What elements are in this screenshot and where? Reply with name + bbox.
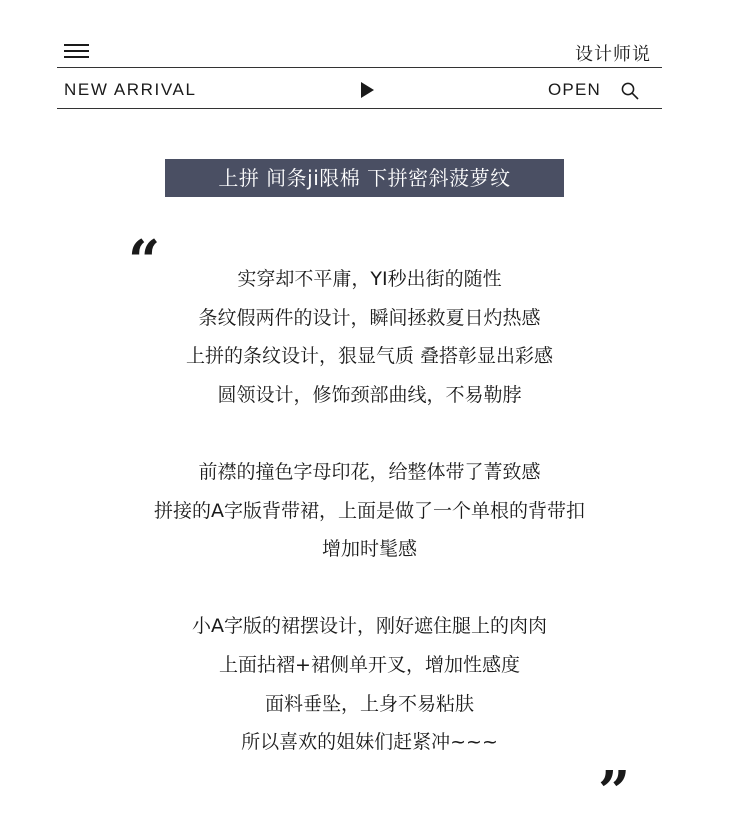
menu-bar bbox=[64, 50, 89, 52]
close-quote-icon: ” bbox=[598, 759, 631, 825]
paragraph-line: 圆领设计，修饰颈部曲线，不易勒脖 bbox=[217, 383, 522, 406]
paragraph-line: 小A字版的裙摆设计，刚好遮住腿上的肉肉 bbox=[192, 615, 547, 638]
menu-bar bbox=[64, 44, 89, 46]
paragraph-line: 所以喜欢的姐妹们赶紧冲~~~ bbox=[241, 731, 498, 754]
menu-bar bbox=[64, 56, 89, 58]
open-link[interactable]: OPEN bbox=[548, 80, 601, 99]
paragraph-line: 前襟的撞色字母印花，给整体带了菁致感 bbox=[198, 460, 541, 483]
paragraph-line: 上拼的条纹设计，狠显气质 叠搭彰显出彩感 bbox=[185, 345, 554, 368]
paragraph-line: 拼接的A字版背带裙，上面是做了一个单根的背带扣 bbox=[154, 499, 585, 522]
description-text bbox=[57, 260, 682, 762]
product-banner: 上拼 间条ji限棉 下拼密斜菠萝纹 bbox=[165, 159, 564, 197]
paragraph-line: 条纹假两件的设计，瞬间拯救夏日灼热感 bbox=[198, 306, 541, 329]
play-icon[interactable] bbox=[361, 82, 374, 98]
menu-icon[interactable] bbox=[64, 44, 89, 58]
open-quote-icon: “ bbox=[128, 228, 161, 294]
paragraph-line: 实穿却不平庸，YI秒出街的随性 bbox=[237, 268, 502, 290]
paragraph-line: 面料垂坠，上身不易粘肤 bbox=[264, 692, 474, 715]
header-divider-top bbox=[57, 67, 662, 68]
search-icon[interactable] bbox=[621, 82, 639, 100]
brand-title: 设计师说 bbox=[575, 44, 651, 65]
new-arrival-label[interactable]: NEW ARRIVAL bbox=[64, 80, 197, 99]
paragraph-line: 增加时髦感 bbox=[321, 538, 417, 561]
header-divider-bottom bbox=[57, 108, 662, 109]
paragraph-line: 上面拈褶+裙侧单开叉，增加性感度 bbox=[219, 653, 520, 676]
paragraph-spacer bbox=[57, 569, 682, 608]
paragraph-spacer bbox=[57, 414, 682, 453]
